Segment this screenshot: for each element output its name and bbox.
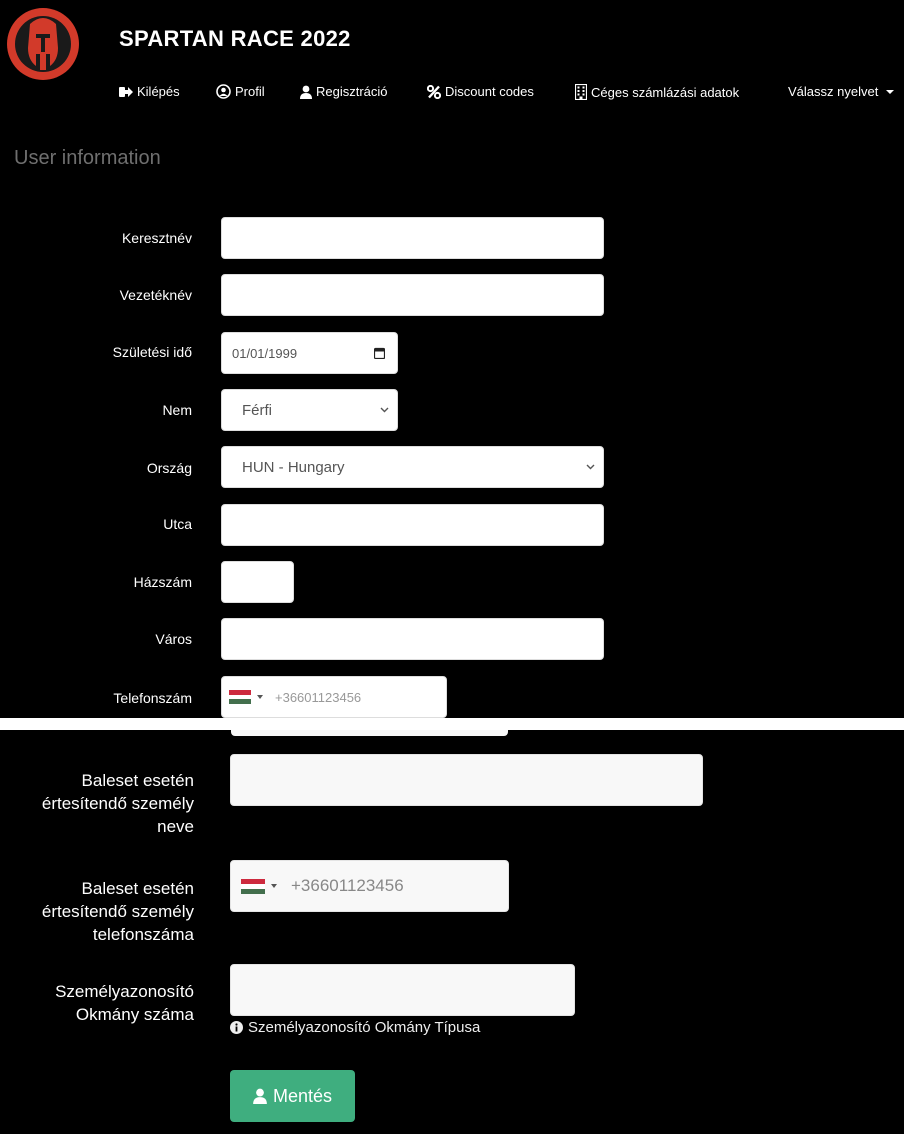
- nav-discount-codes-label: Discount codes: [445, 84, 534, 99]
- city-label: Város: [155, 631, 192, 647]
- brand-title[interactable]: SPARTAN RACE 2022: [119, 26, 351, 51]
- spartan-helmet-icon: [4, 4, 82, 84]
- user-icon: [253, 1088, 267, 1104]
- chevron-down-icon: [380, 407, 389, 413]
- nav-logout[interactable]: [119, 84, 180, 99]
- emergency-name-label: Baleset esetén értesítendő személy neve: [41, 771, 194, 836]
- birth-date-value: 01/01/1999: [232, 345, 298, 361]
- nav-profile-label: Profil: [235, 84, 265, 99]
- nav-company-billing-label: Céges számlázási adatok: [591, 84, 740, 100]
- nav-profile[interactable]: [216, 84, 265, 99]
- nav-company-billing[interactable]: [575, 84, 739, 100]
- last-name-label: Vezetéknév: [119, 287, 192, 303]
- screenshot-divider: [0, 718, 904, 730]
- hungary-flag-icon: [229, 690, 251, 704]
- nav-registration[interactable]: [300, 84, 388, 99]
- nav-logout-label: Kilépés: [137, 84, 180, 99]
- gender-selected-value: Férfi: [242, 401, 272, 419]
- save-button-label: Mentés: [272, 1085, 333, 1106]
- first-name-input[interactable]: [221, 217, 604, 259]
- building-icon: [575, 84, 587, 100]
- percent-icon: [427, 85, 441, 99]
- id-number-input[interactable]: [230, 964, 575, 1016]
- phone-input[interactable]: [221, 676, 447, 718]
- hungary-flag-icon: [241, 879, 265, 894]
- gender-select[interactable]: [221, 389, 398, 431]
- house-number-input[interactable]: [221, 561, 294, 603]
- country-code-picker[interactable]: [231, 879, 277, 894]
- caret-down-icon: [271, 884, 277, 888]
- country-code-picker[interactable]: [222, 690, 263, 704]
- street-input[interactable]: [221, 504, 604, 546]
- chevron-down-icon: [586, 464, 595, 470]
- first-name-label: Keresztnév: [121, 230, 192, 246]
- id-type-help[interactable]: [230, 1019, 480, 1036]
- info-circle-icon: [230, 1021, 243, 1034]
- caret-down-icon: [886, 90, 894, 94]
- birth-date-label: Születési idő: [112, 344, 192, 360]
- phone-label: Telefonszám: [113, 690, 192, 706]
- language-dropdown[interactable]: [788, 84, 894, 99]
- phone-placeholder: +36601123456: [275, 689, 362, 705]
- spartan-logo[interactable]: [4, 4, 82, 84]
- language-dropdown-label: Válassz nyelvet: [788, 84, 879, 99]
- emergency-name-input[interactable]: [230, 754, 703, 806]
- gender-label: Nem: [162, 402, 192, 418]
- country-select[interactable]: [221, 446, 604, 488]
- partial-input: [231, 730, 508, 736]
- section-title: User information: [14, 147, 161, 169]
- emergency-phone-placeholder: +36601123456: [291, 876, 404, 895]
- calendar-icon[interactable]: [374, 347, 385, 359]
- street-label: Utca: [163, 516, 192, 532]
- house-number-label: Házszám: [133, 574, 192, 590]
- country-label: Ország: [146, 460, 192, 476]
- sign-out-icon: [119, 86, 133, 98]
- nav-discount-codes[interactable]: [427, 84, 534, 99]
- caret-down-icon: [257, 695, 263, 699]
- id-type-help-text: Személyazonosító Okmány Típusa: [248, 1019, 481, 1036]
- user-icon: [300, 85, 312, 99]
- country-selected-value: HUN - Hungary: [242, 458, 345, 476]
- user-circle-icon: [216, 84, 231, 99]
- birth-date-input[interactable]: [221, 332, 398, 374]
- emergency-phone-input[interactable]: [230, 860, 509, 912]
- save-button[interactable]: [230, 1070, 355, 1122]
- id-number-label: Személyazonosító Okmány száma: [55, 982, 194, 1024]
- emergency-phone-label: Baleset esetén értesítendő személy telefonszáma: [41, 879, 194, 944]
- city-input[interactable]: [221, 618, 604, 660]
- last-name-input[interactable]: [221, 274, 604, 316]
- nav-registration-label: Regisztráció: [316, 84, 388, 99]
